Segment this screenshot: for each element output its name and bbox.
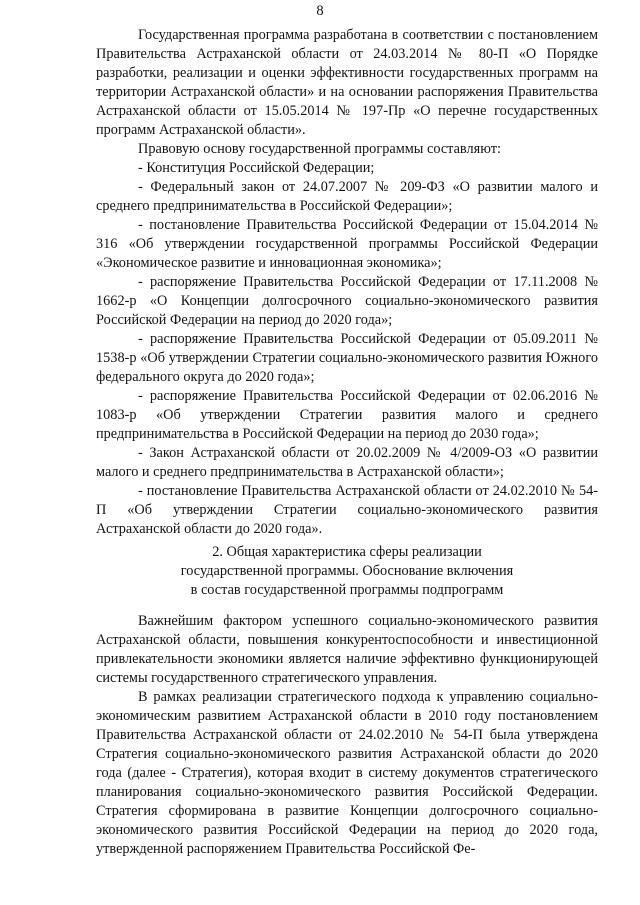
list-item: - постановление Правительства Астраханской области от 24.02.2010 № 54-П «Об утверждении Стратегии социально-экономического развития Астраханской области до 2020 года». [96, 483, 598, 537]
list-item: - Федеральный закон от 24.07.2007 № 209-ФЗ «О развитии малого и среднего предпринимательства в Российской Федерации»; [96, 179, 598, 214]
list-item: - распоряжение Правительства Российской Федерации от 05.09.2011 № 1538-р «Об утверждении Стратегии социально-экономического развития Южного федерального округа до 2020 года»; [96, 331, 598, 385]
section-heading-line: в состав государственной программы подпрограмм [190, 582, 504, 598]
paragraph: Государственная программа разработана в соответствии с постановлением Правительства Астраханской области от 24.03.2014 № 80-П «О Порядке разработки, реализации и оценки эффективности государственных программ на территории Астраханской области» и на основании распоряжения Правительства Астраханской области от 15.05.2014 № 197-Пр «О перечне государственных программ Астраханской области». [96, 27, 598, 138]
section-body [96, 612, 598, 859]
section-heading [96, 543, 598, 600]
section-heading-line: государственной программы. Обоснование включения [180, 563, 514, 579]
section-heading-line: 2. Общая характеристика сферы реализации [212, 544, 482, 560]
list-item: - распоряжение Правительства Российской Федерации от 02.06.2016 № 1083-р «Об утверждении Стратегии развития малого и среднего предпринимательства в Российской Федерации на период до 2030 года»; [96, 388, 598, 442]
paragraph: Правовую основу государственной программы составляют: [138, 141, 501, 157]
list-item: - Конституция Российской Федерации; [138, 160, 375, 176]
page-number: 8 [316, 3, 324, 19]
legal-basis-section [96, 26, 598, 539]
paragraph: Важнейшим фактором успешного социально-экономического развития Астраханской области, повышения конкурентоспособности и инвестиционной привлекательности экономики является наличие эффективно функционирующей системы государственного стратегического управления. [96, 613, 598, 686]
list-item: - распоряжение Правительства Российской Федерации от 17.11.2008 № 1662-р «О Концепции долгосрочного социально-экономического развития Российской Федерации на период до 2020 года»; [96, 274, 598, 328]
paragraph: В рамках реализации стратегического подхода к управлению социально-экономическим развитием Астраханской области в 2010 году постановлением Правительства Астраханской области от 24.02.2010 № 54-П была утверждена Стратегия социально-экономического развития Астраханской области до 2020 года (далее - Стратегия), которая входит в систему документов стратегического планирования социально-экономического развития Российской Федерации. Стратегия сформирована в развитие Концепции долгосрочного социально-экономического развития Российской Федерации на период до 2020 года, утвержденной распоряжением Правительства Российской Фе- [96, 689, 598, 857]
list-item: - Закон Астраханской области от 20.02.2009 № 4/2009-ОЗ «О развитии малого и среднего предпринимательства в Астраханской области»; [96, 445, 598, 480]
list-item: - постановление Правительства Российской Федерации от 15.04.2014 № 316 «Об утверждении государственной программы Российской Федерации «Экономическое развитие и инновационная экономика»; [96, 217, 598, 271]
